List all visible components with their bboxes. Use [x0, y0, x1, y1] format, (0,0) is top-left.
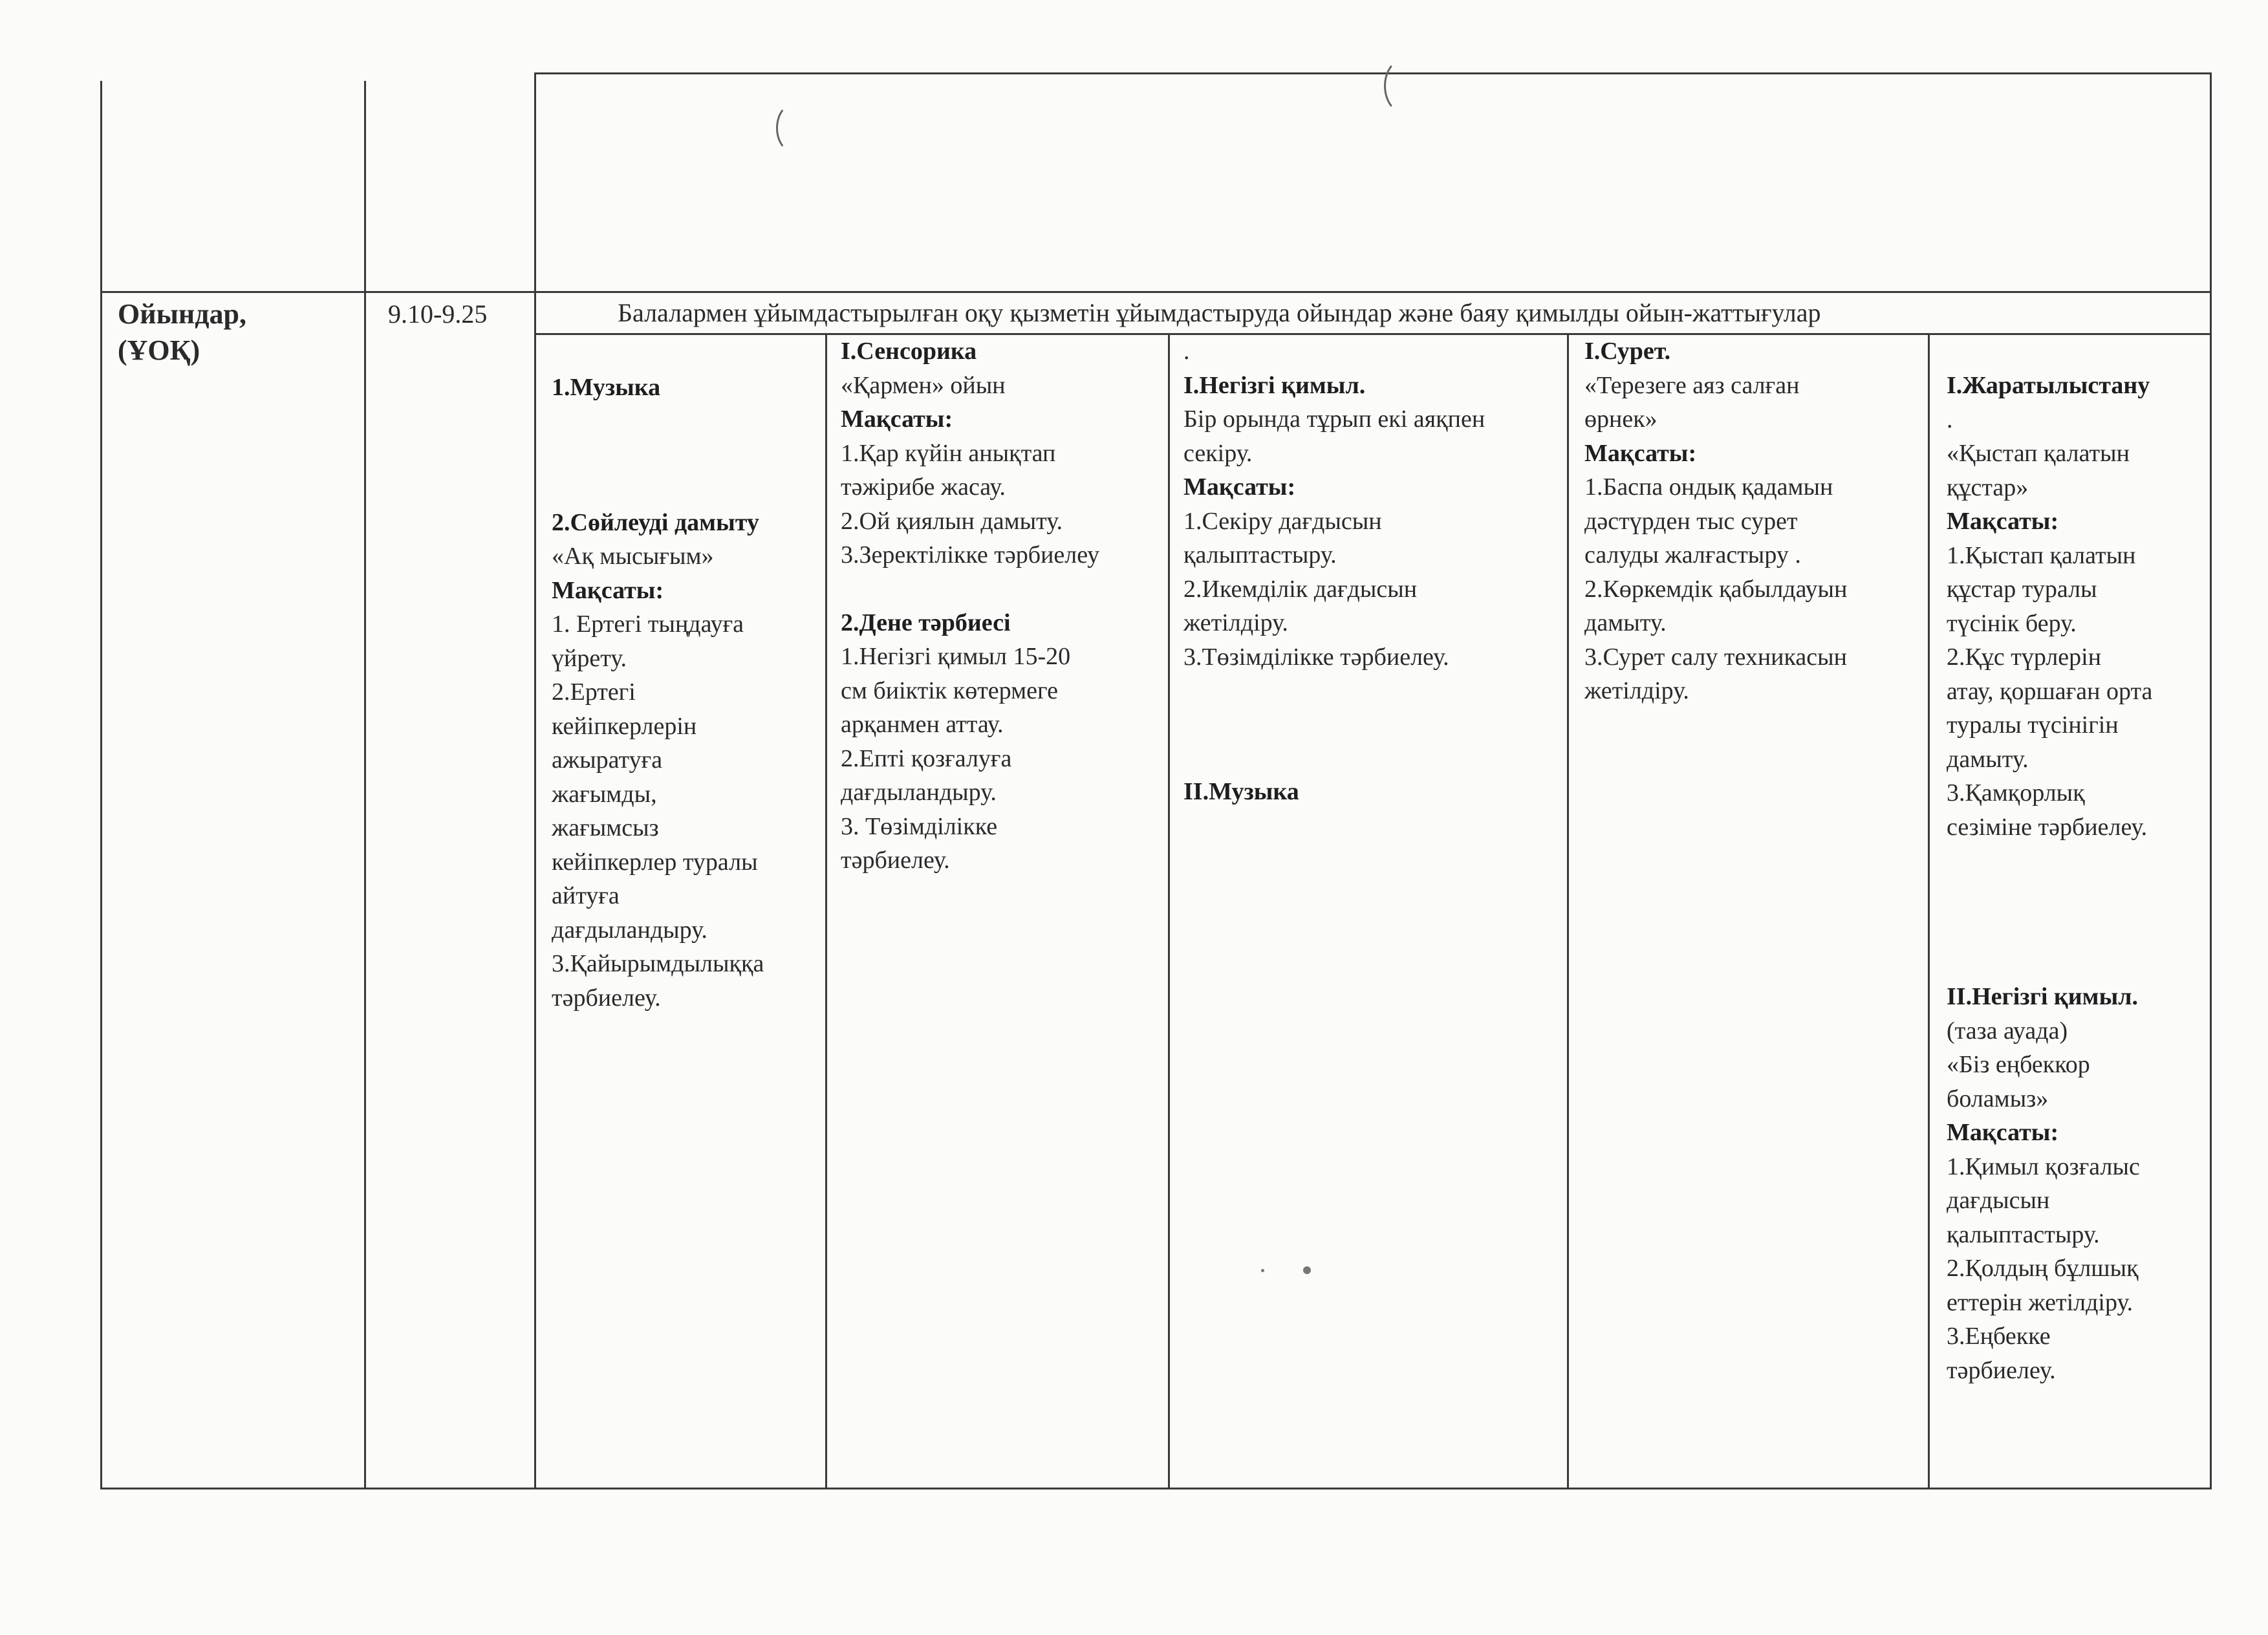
- col4-line: 2.Көркемдік қабылдауын: [1584, 575, 1848, 603]
- col1-line: 1. Ертегі тыңдауға: [552, 611, 744, 638]
- col5-line2: 1.Қимыл қозғалыс: [1947, 1153, 2140, 1180]
- col1-line: 3.Қайырымдылыққа: [552, 950, 764, 977]
- col1-line: үйрету.: [552, 644, 627, 672]
- col5-goal2: Мақсаты:: [1947, 1119, 2059, 1146]
- col5-line: түсінік беру.: [1947, 609, 2077, 637]
- col3-line: жетілдіру.: [1183, 609, 1288, 636]
- scan-dot-2: [1261, 1269, 1264, 1272]
- col4-line: жетілдіру.: [1584, 677, 1689, 704]
- col5-line2: қалыптастыру.: [1947, 1220, 2100, 1248]
- col3-line: секіру.: [1183, 439, 1253, 467]
- col1-line: айтуға: [552, 882, 620, 909]
- scan-dot: [1303, 1266, 1311, 1274]
- col5-line: 2.Құс түрлерін: [1947, 644, 2102, 671]
- col3-line: Бір орында тұрып екі аяқпен: [1183, 406, 1485, 433]
- col1-music: 1.Музыка: [552, 374, 661, 401]
- col2-line2: тәрбиелеу.: [841, 847, 950, 874]
- col1-line: кейіпкерлер туралы: [552, 848, 758, 876]
- col5-line: атау, қоршаған орта: [1947, 677, 2153, 705]
- col2-line2: см биіктік көтермеге: [841, 677, 1058, 704]
- col1-speech: 2.Сөйлеуді дамыту: [552, 508, 759, 536]
- col2-line: тәжірибе жасау.: [841, 473, 1006, 501]
- col-divider-1: [825, 333, 827, 1489]
- column-drawing: [1584, 334, 1847, 708]
- col2-title: «Қармен» ойын: [841, 371, 1006, 399]
- col2-line2: 2.Епті қозғалуға: [841, 744, 1012, 772]
- col3-line: 1.Секіру дағдысын: [1183, 507, 1382, 535]
- col-divider-4: [1928, 333, 1930, 1489]
- content-left-border: [534, 72, 536, 1489]
- col-divider-3: [1567, 333, 1569, 1489]
- row-label-line2: (ҰОҚ): [118, 334, 200, 366]
- column-movement: [1183, 334, 1485, 809]
- col4-line: 1.Баспа ондық қадамын: [1584, 473, 1833, 501]
- row-separator: [100, 291, 2212, 293]
- col5-sub: (таза ауада): [1947, 1017, 2068, 1045]
- col2-line2: арқанмен аттау.: [841, 711, 1004, 738]
- col2-line: 3.Зеректілікке тәрбиелеу: [841, 541, 1100, 568]
- col5-line: сезіміне тәрбиелеу.: [1947, 813, 2148, 841]
- col4-title: өрнек»: [1584, 406, 1658, 433]
- col4-goal: Мақсаты:: [1584, 439, 1697, 467]
- col5-sub: боламыз»: [1947, 1085, 2049, 1112]
- col3-heading: I.Негізгі қимыл.: [1183, 371, 1366, 399]
- col4-line: дамыту.: [1584, 609, 1667, 636]
- table-right-border: [2210, 72, 2212, 1489]
- col5-line2: тәрбиелеу.: [1947, 1356, 2056, 1384]
- time-slot: 9.10-9.25: [388, 299, 488, 329]
- col3-line: қалыптастыру.: [1183, 541, 1337, 568]
- activity-header: Балалармен ұйымдастырылған оқу қызметін ұйымдастыруда ойындар және баяу қимылды ойын-жаттығулар: [618, 298, 1821, 327]
- col1-goal: Мақсаты:: [552, 576, 664, 604]
- col4-heading: I.Сурет.: [1584, 338, 1671, 365]
- col2-line2: 3. Төзімділікке: [841, 812, 998, 840]
- col3-goal: Мақсаты:: [1183, 473, 1296, 501]
- col5-line: құстар туралы: [1947, 576, 2097, 603]
- col1-line: 2.Ертегі: [552, 678, 636, 706]
- col2-line: 1.Қар күйін анықтап: [841, 439, 1056, 467]
- col5-title: құстар»: [1947, 473, 2029, 501]
- col3-heading2: II.Музыка: [1183, 778, 1299, 805]
- col4-line: дәстүрден тыс сурет: [1584, 507, 1798, 535]
- col1-line: жағымды,: [552, 780, 657, 808]
- col3-dot: .: [1183, 338, 1190, 365]
- col5-goal: Мақсаты:: [1947, 508, 2059, 535]
- col1-line: жағымсыз: [552, 814, 659, 841]
- column-music-speech: [552, 371, 764, 1015]
- column-nature: [1947, 369, 2152, 1387]
- col1-line: ажыратуға: [552, 746, 663, 774]
- col5-dot: .: [1947, 406, 1953, 433]
- col2-line2: дағдыландыру.: [841, 779, 997, 806]
- col3-line: 2.Икемділік дағдысын: [1183, 575, 1418, 603]
- col1-line: дағдыландыру.: [552, 916, 707, 944]
- table-bottom-border: [100, 1488, 2212, 1489]
- col2-heading: I.Сенсорика: [841, 338, 977, 365]
- col5-heading: I.Жаратылыстану: [1947, 372, 2150, 399]
- col2-line: 2.Ой қиялын дамыту.: [841, 507, 1063, 535]
- col5-line: 1.Қыстап қалатын: [1947, 541, 2136, 569]
- col5-line2: еттерін жетілдіру.: [1947, 1288, 2133, 1316]
- col5-line: туралы түсінігін: [1947, 711, 2119, 739]
- col1-title: «Ақ мысығым»: [552, 543, 714, 570]
- scan-mark: [1384, 58, 1425, 114]
- col1-line: тәрбиелеу.: [552, 984, 661, 1012]
- column-sensorics: [841, 334, 1099, 878]
- col-divider-2: [1168, 333, 1170, 1489]
- col4-title: «Терезеге аяз салған: [1584, 371, 1800, 399]
- col5-line2: 3.Еңбекке: [1947, 1323, 2051, 1350]
- scan-mark-2: [776, 103, 810, 153]
- col5-title: «Қыстап қалатын: [1947, 440, 2130, 467]
- col2-line2: 1.Негізгі қимыл 15-20: [841, 643, 1071, 670]
- col5-line: дамыту.: [1947, 745, 2029, 773]
- col5-line: 3.Қамқорлық: [1947, 779, 2085, 807]
- col4-line: 3.Сурет салу техникасын: [1584, 643, 1847, 671]
- row-label-line1: Ойындар,: [118, 298, 247, 330]
- table-top-border: [534, 72, 2212, 74]
- col1-line: кейіпкерлерін: [552, 712, 697, 740]
- col3-line: 3.Төзімділікке тәрбиелеу.: [1183, 643, 1449, 671]
- col4-line: салуды жалғастыру .: [1584, 541, 1801, 568]
- col5-heading2: II.Негізгі қимыл.: [1947, 983, 2139, 1010]
- col5-line2: 2.Қолдың бұлшық: [1947, 1255, 2139, 1282]
- col2-goal: Мақсаты:: [841, 406, 953, 433]
- row-label: [118, 296, 246, 369]
- col5-line2: дағдысын: [1947, 1187, 2050, 1214]
- col5-sub: «Біз еңбеккор: [1947, 1051, 2090, 1078]
- col2-heading2: 2.Дене тәрбиесі: [841, 609, 1011, 636]
